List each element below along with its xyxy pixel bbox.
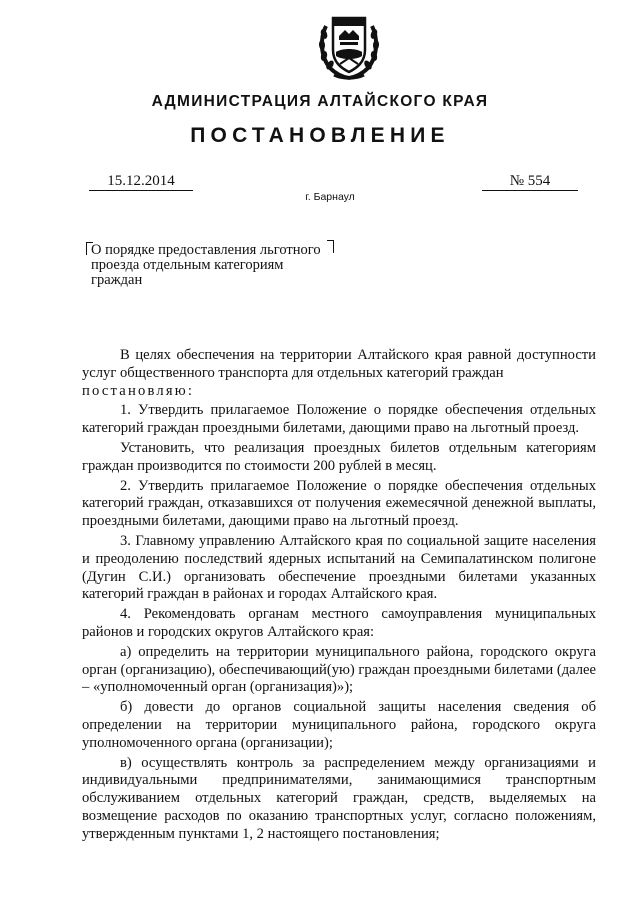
document-city: г. Барнаул: [305, 191, 355, 203]
body-paragraph-3: 3. Главному управлению Алтайского края по социальной защите населения и преодолению последствий ядерных испытаний на Семипалатинском полигоне (Дугин С.И.) организовать обеспечение проездными билетами указанных категорий граждан в районах и городах Алтайского края.: [82, 532, 596, 603]
organization-title: АДМИНИСТРАЦИЯ АЛТАЙСКОГО КРАЯ: [151, 93, 489, 110]
document-number: № 554: [509, 173, 551, 189]
body-paragraph-4a: а) определить на территории муниципального района, городского округа орган (организацию), обеспечивающий(ую) граждан проездными билетами (далее – «уполномоченный орган (организация)»);: [82, 643, 596, 696]
document-type-title: ПОСТАНОВЛЕНИЕ: [190, 124, 450, 147]
altai-krai-coat-of-arms-icon: [316, 12, 382, 82]
body-paragraph-1: 1. Утвердить прилагаемое Положение о порядке обеспечения отдельных категорий граждан проездными билетами, дающими право на льготный проезд.: [82, 402, 596, 437]
document-body: [82, 347, 596, 846]
body-resolve: [82, 383, 596, 401]
resolve-word: постановляю:: [82, 382, 195, 399]
body-paragraph-4b: б) довести до органов социальной защиты населения сведения об определении на территории муниципального района, городского округа уполномоченного органа (организации);: [82, 699, 596, 751]
body-intro: В целях обеспечения на территории Алтайского края равной доступности услуг общественного транспорта для отдельных категорий граждан: [82, 347, 596, 381]
document-date: 15.12.2014: [107, 173, 175, 189]
document-subject: О порядке предоставления льготного проезда отдельным категориям граждан: [91, 242, 321, 288]
body-paragraph-1b: Установить, что реализация проездных билетов отдельным категориям граждан производится по стоимости 200 рублей в месяц.: [82, 439, 596, 474]
body-paragraph-4c: в) осуществлять контроль за распределением между организациями и индивидуальными предпринимателями, занимающимися транспортным обслуживанием отдельных категорий граждан, средств, выделяемых на возмещение расходов по оказанию транспортных услуг, согласно положениям, утвержденным пунктами 1, 2 настоящего постановления;: [82, 754, 596, 842]
body-paragraph-2: 2. Утвердить прилагаемое Положение о порядке обеспечения отдельных категорий граждан, отказавшихся от получения ежемесячной денежной выплаты, проездными билетами, дающими право на льготный проезд.: [82, 477, 596, 530]
body-paragraph-4: 4. Рекомендовать органам местного самоуправления муниципальных районов и городских округов Алтайского края:: [82, 606, 596, 640]
